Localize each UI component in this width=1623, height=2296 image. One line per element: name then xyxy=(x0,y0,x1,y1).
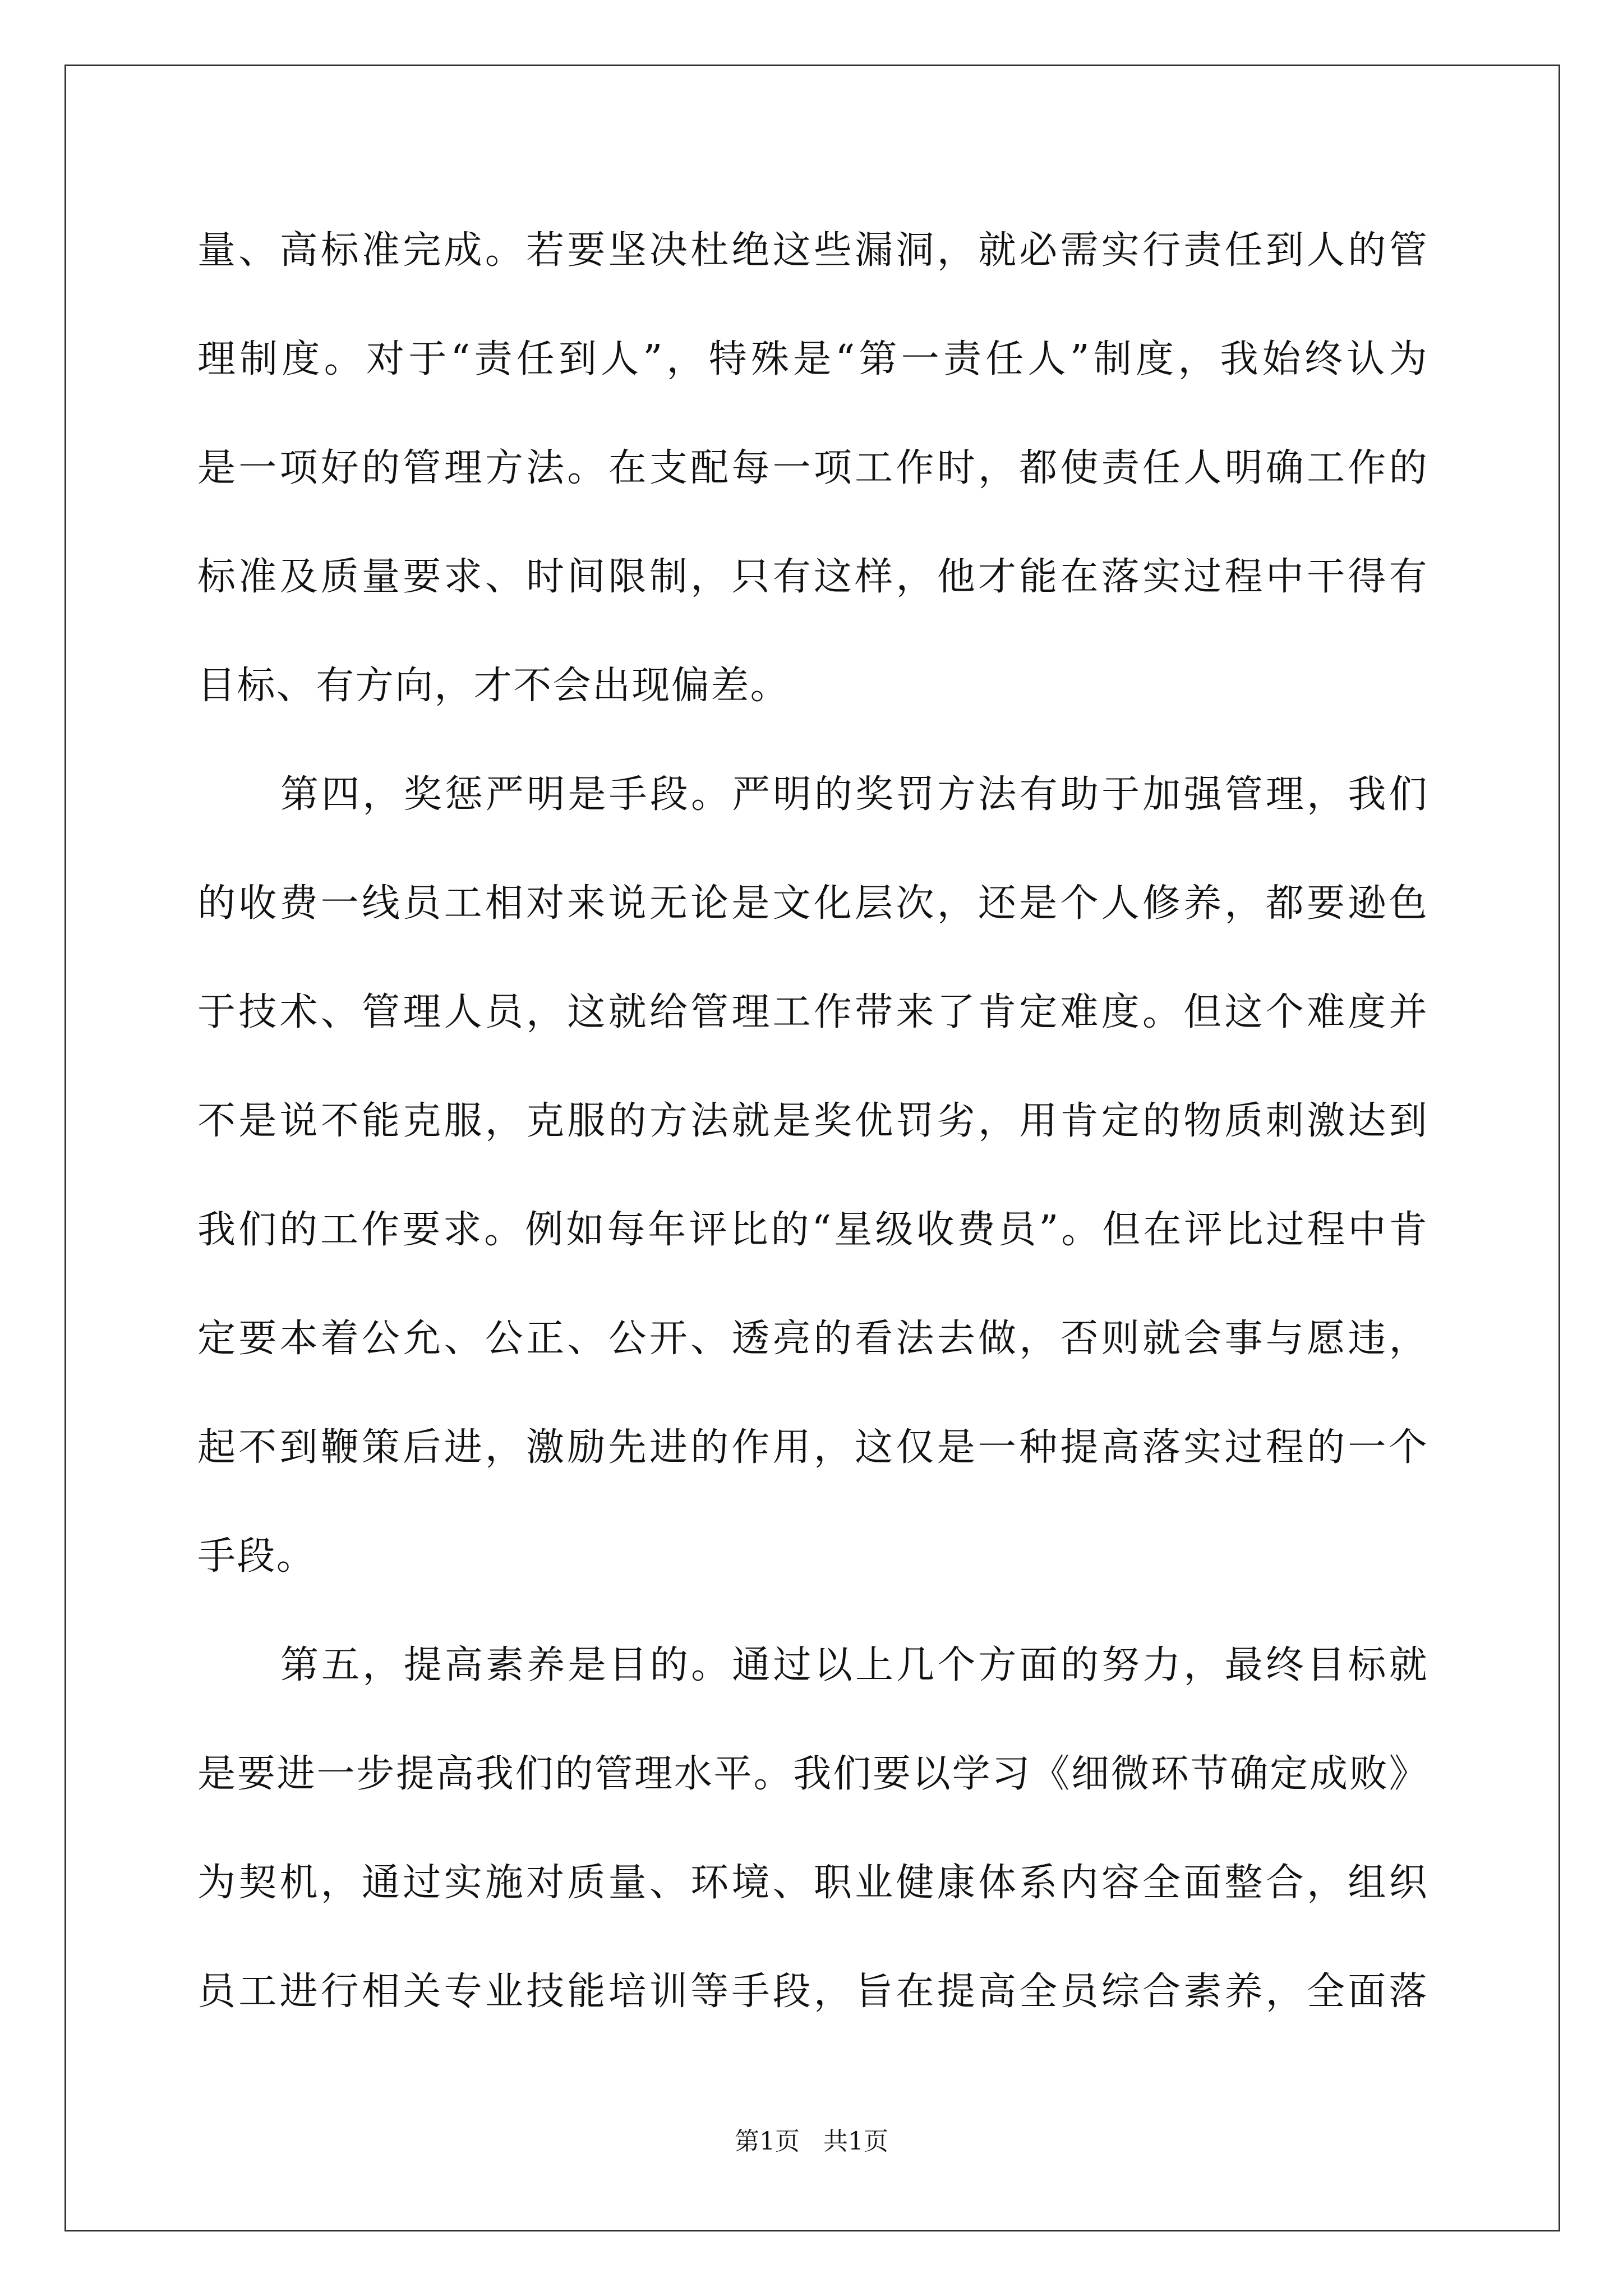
text-line: 于技术、管理人员，这就给管理工作带来了肯定难度。但这个难度并 xyxy=(197,990,1428,1034)
text-line: 是一项好的管理方法。在支配每一项工作时，都使责任人明确工作的 xyxy=(197,446,1428,490)
text-line: 不是说不能克服，克服的方法就是奖优罚劣，用肯定的物质刺激达到 xyxy=(197,1099,1428,1143)
text-line: 量、高标准完成。若要坚决杜绝这些漏洞，就必需实行责任到人的管 xyxy=(197,228,1428,273)
text-line: 员工进行相关专业技能培训等手段，旨在提高全员综合素养，全面落 xyxy=(197,1970,1428,2014)
text-line: 标准及质量要求、时间限制，只有这样，他才能在落实过程中干得有 xyxy=(197,555,1428,599)
text-line: 理制度。对于“责任到人”，特殊是“第一责任人”制度，我始终认为 xyxy=(197,337,1428,381)
text-line: 的收费一线员工相对来说无论是文化层次，还是个人修养，都要逊色 xyxy=(197,881,1428,926)
text-line: 起不到鞭策后进，激励先进的作用，这仅是一种提高落实过程的一个 xyxy=(197,1425,1428,1470)
paragraph-start-line: 第五，提高素养是目的。通过以上几个方面的努力，最终目标就 xyxy=(280,1643,1428,1687)
text-line: 为契机，通过实施对质量、环境、职业健康体系内容全面整合，组织 xyxy=(197,1861,1428,1905)
paragraph-start-line: 第四，奖惩严明是手段。严明的奖罚方法有助于加强管理，我们 xyxy=(280,772,1428,817)
text-line: 是要进一步提高我们的管理水平。我们要以学习《细微环节确定成败》 xyxy=(197,1752,1428,1796)
text-line: 目标、有方向，才不会出现偏差。 xyxy=(197,664,790,708)
text-line: 手段。 xyxy=(197,1534,316,1579)
text-line: 定要本着公允、公正、公开、透亮的看法去做，否则就会事与愿违， xyxy=(197,1317,1428,1361)
text-line: 我们的工作要求。例如每年评比的“星级收费员”。但在评比过程中肯 xyxy=(197,1208,1428,1252)
page-number-footer: 第1页 共1页 xyxy=(735,2127,888,2156)
